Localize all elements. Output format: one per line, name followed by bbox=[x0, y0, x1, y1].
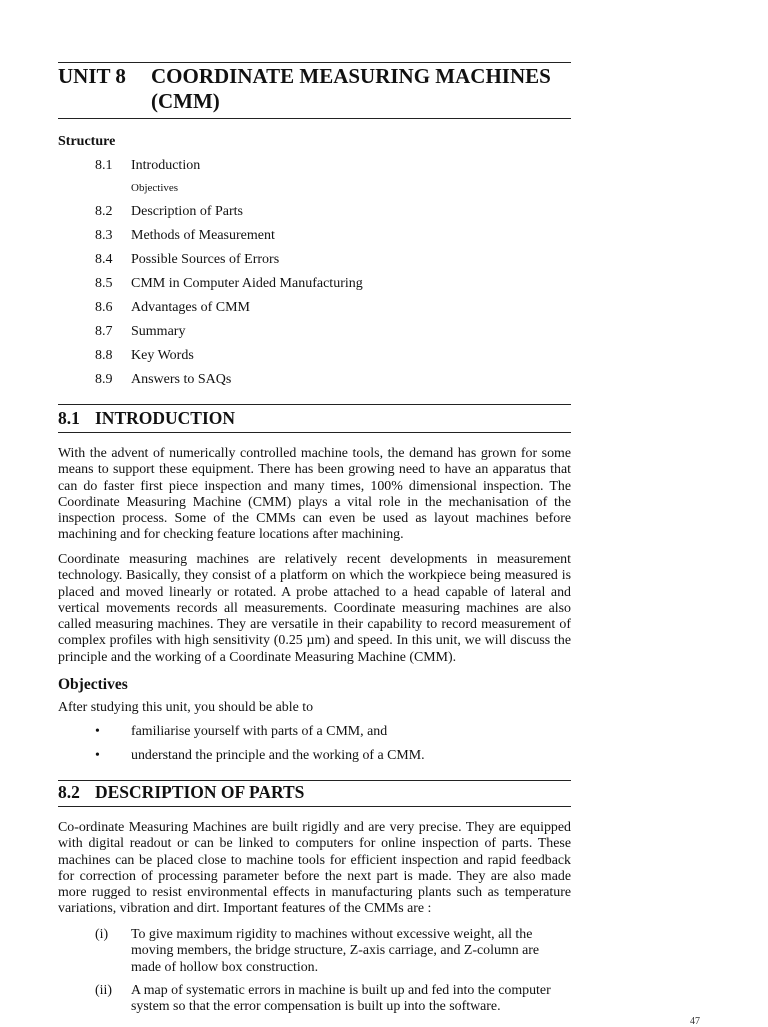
section-number: 8.2 bbox=[58, 782, 80, 802]
section-top-rule bbox=[58, 780, 571, 781]
structure-item-number: 8.4 bbox=[95, 252, 113, 267]
section-top-rule bbox=[58, 404, 571, 405]
feature-item-number: (ii) bbox=[95, 983, 112, 998]
structure-item-number: 8.3 bbox=[95, 228, 113, 243]
structure-item-title: Answers to SAQs bbox=[131, 372, 232, 387]
objective-text: familiarise yourself with parts of a CMM, and bbox=[131, 724, 388, 739]
feature-item-text: A map of systematic errors in machine is built up and fed into the computer system so that the error compensation is built up into the software. bbox=[131, 983, 551, 1015]
objectives-heading: Objectives bbox=[58, 676, 128, 693]
section-title: DESCRIPTION OF PARTS bbox=[95, 782, 305, 802]
structure-item-number: 8.9 bbox=[95, 372, 113, 387]
intro-paragraph-1: With the advent of numerically controlled machine tools, the demand has grown for some means to support these equipment. There has been growing need to have an apparatus that can do faster first piece inspection and many times, 100% dimensional inspection. The Coordinate Measuring Machine (CMM) plays a vital role in the mechanisation of the inspection process. Some of the CMMs can even be used as layout machines before machining and for checking feature locations after machining. bbox=[58, 446, 571, 543]
structure-item-title: Advantages of CMM bbox=[131, 300, 250, 315]
structure-item-number: 8.7 bbox=[95, 324, 113, 339]
section-bottom-rule bbox=[58, 806, 571, 807]
structure-item-number: 8.6 bbox=[95, 300, 113, 315]
bullet-icon: • bbox=[95, 724, 100, 739]
objective-text: understand the principle and the working of a CMM. bbox=[131, 748, 425, 763]
unit-title: COORDINATE MEASURING MACHINES (CMM) bbox=[151, 64, 551, 113]
section-title: INTRODUCTION bbox=[95, 408, 236, 428]
structure-item-title: Key Words bbox=[131, 348, 194, 363]
structure-item-title: CMM in Computer Aided Manufacturing bbox=[131, 276, 363, 291]
structure-item-title: Possible Sources of Errors bbox=[131, 252, 280, 267]
structure-item-title: Introduction bbox=[131, 158, 201, 173]
objectives-lead: After studying this unit, you should be able to bbox=[58, 700, 314, 715]
structure-subitem: Objectives bbox=[131, 182, 179, 194]
structure-item-title: Description of Parts bbox=[131, 204, 243, 219]
page-number: 47 bbox=[690, 1016, 700, 1027]
bullet-icon: • bbox=[95, 748, 100, 763]
structure-item-title: Methods of Measurement bbox=[131, 228, 275, 243]
structure-label: Structure bbox=[58, 134, 116, 149]
unit-heading-bottom-rule bbox=[58, 118, 571, 119]
unit-heading-top-rule bbox=[58, 62, 571, 63]
section-number: 8.1 bbox=[58, 408, 80, 428]
unit-number: UNIT 8 bbox=[58, 64, 126, 88]
structure-item-number: 8.5 bbox=[95, 276, 113, 291]
parts-paragraph-1: Co-ordinate Measuring Machines are built rigidly and are very precise. They are equipped with digital readout or can be linked to computers for online inspection of parts. These machines can be placed close to machine tools for efficient inspection and rapid feedback for correction of processing parameter before the next part is made. They are also made more rugged to resist environmental effects in manufacturing plants such as temperature variations, vibration and dirt. Important features of the CMMs are : bbox=[58, 820, 571, 917]
feature-item-text: To give maximum rigidity to machines without excessive weight, all the moving members, the bridge structure, Z-axis carriage, and Z-column are made of hollow box construction. bbox=[131, 927, 540, 975]
feature-item-number: (i) bbox=[95, 927, 109, 942]
intro-paragraph-2: Coordinate measuring machines are relatively recent developments in measurement technology. Basically, they consist of a platform on which the workpiece being measured is placed and moved linearly or rotated. A probe attached to a head capable of lateral and vertical movements records all measurements. Coordinate measuring machines are also called measuring machines. They are versatile in their capability to record measurement of complex profiles with high sensitivity (0.25 µm) and speed. In this unit, we will discuss the principle and the working of a Coordinate Measuring Machine (CMM). bbox=[58, 552, 571, 665]
structure-item-number: 8.2 bbox=[95, 204, 113, 219]
structure-item-number: 8.1 bbox=[95, 158, 113, 173]
section-bottom-rule bbox=[58, 432, 571, 433]
structure-item-title: Summary bbox=[131, 324, 186, 339]
structure-item-number: 8.8 bbox=[95, 348, 113, 363]
